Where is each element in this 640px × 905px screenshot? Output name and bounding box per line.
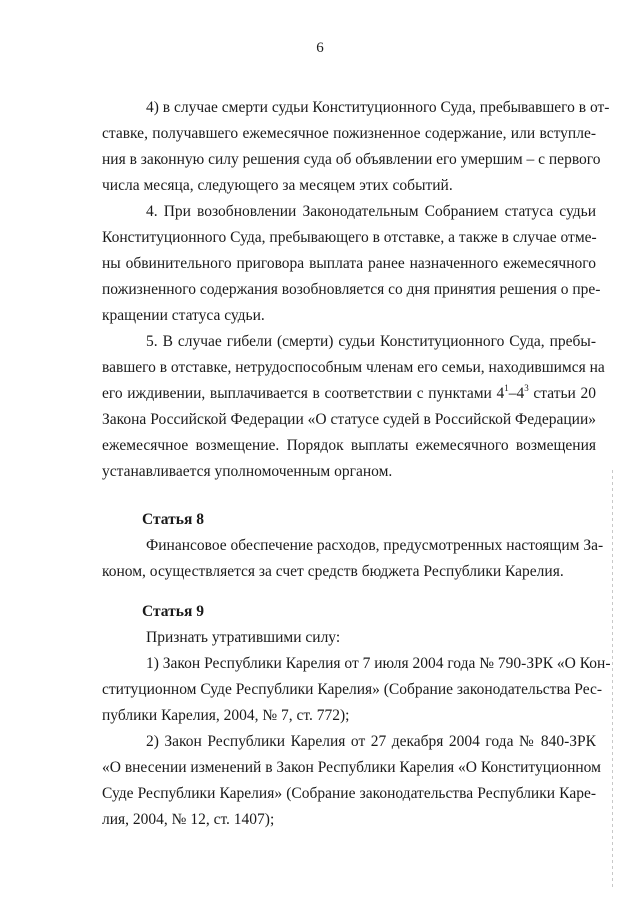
text-line: 2) Закон Республики Карелия от 27 декабря 2004 года № 840-ЗРК: [146, 733, 596, 750]
text-line: публики Карелия, 2004, № 7, ст. 772);: [102, 707, 350, 724]
text-line: вавшего в отставке, нетрудоспособным членам его семьи, находившимся на: [102, 359, 605, 376]
text-line: коном, осуществляется за счет средств бюджета Республики Карелия.: [102, 563, 564, 580]
text-line: ституционном Суде Республики Карелия» (Собрание законодательства Рес-: [102, 681, 603, 698]
text-line: 4. При возобновлении Законодательным Собранием статуса судьи: [146, 203, 596, 220]
text-line: [102, 384, 596, 404]
text-line: лия, 2004, № 12, ст. 1407);: [102, 811, 275, 828]
text-fragment: –4: [508, 385, 525, 402]
text-fragment: статьи 20: [528, 385, 596, 402]
text-fragment: его иждивении, выплачивается в соответствии с пунктами 4: [102, 385, 505, 402]
text-line: ставке, получавшего ежемесячное пожизненное содержание, или вступле-: [102, 125, 596, 142]
article-9-heading: Статья 9: [142, 603, 204, 620]
superscript: 3: [524, 383, 529, 393]
text-line: Конституционного Суда, пребывающего в отставке, а также в случае отме-: [102, 229, 597, 246]
text-line: 4) в случае смерти судьи Конституционного Суда, пребывавшего в от-: [146, 99, 610, 116]
text-line: Закона Российской Федерации «О статусе судей в Российской Федерации»: [102, 411, 596, 428]
text-line: «О внесении изменений в Закон Республики Карелия «О Конституционном: [102, 759, 601, 776]
text-line: кращении статуса судьи.: [102, 307, 265, 324]
text-line: Финансовое обеспечение расходов, предусмотренных настоящим За-: [146, 537, 604, 554]
article-8-heading: Статья 8: [142, 511, 204, 528]
text-line: устанавливается уполномоченным органом.: [102, 463, 393, 480]
text-line: числа месяца, следующего за месяцем этих событий.: [102, 177, 453, 194]
text-line: Суде Республики Карелия» (Собрание законодательства Республики Каре-: [102, 785, 596, 802]
text-line: 1) Закон Республики Карелия от 7 июля 2004 года № 790-ЗРК «О Кон-: [146, 655, 611, 672]
article-9-intro: Признать утратившими силу:: [146, 629, 341, 646]
text-line: ежемесячное возмещение. Порядок выплаты ежемесячного возмещения: [102, 437, 596, 454]
text-line: ны обвинительного приговора выплата ранее назначенного ежемесячного: [102, 255, 596, 272]
text-line: пожизненного содержания возобновляется со дня принятия решения о пре-: [102, 281, 601, 298]
text-line: 5. В случае гибели (смерти) судьи Конституционного Суда, пребы-: [146, 333, 596, 350]
text-line: ния в законную силу решения суда об объявлении его умершим – с первого: [102, 151, 601, 168]
superscript: 1: [504, 383, 509, 393]
scan-edge-line: [612, 470, 613, 890]
page-number: 6: [316, 40, 324, 56]
